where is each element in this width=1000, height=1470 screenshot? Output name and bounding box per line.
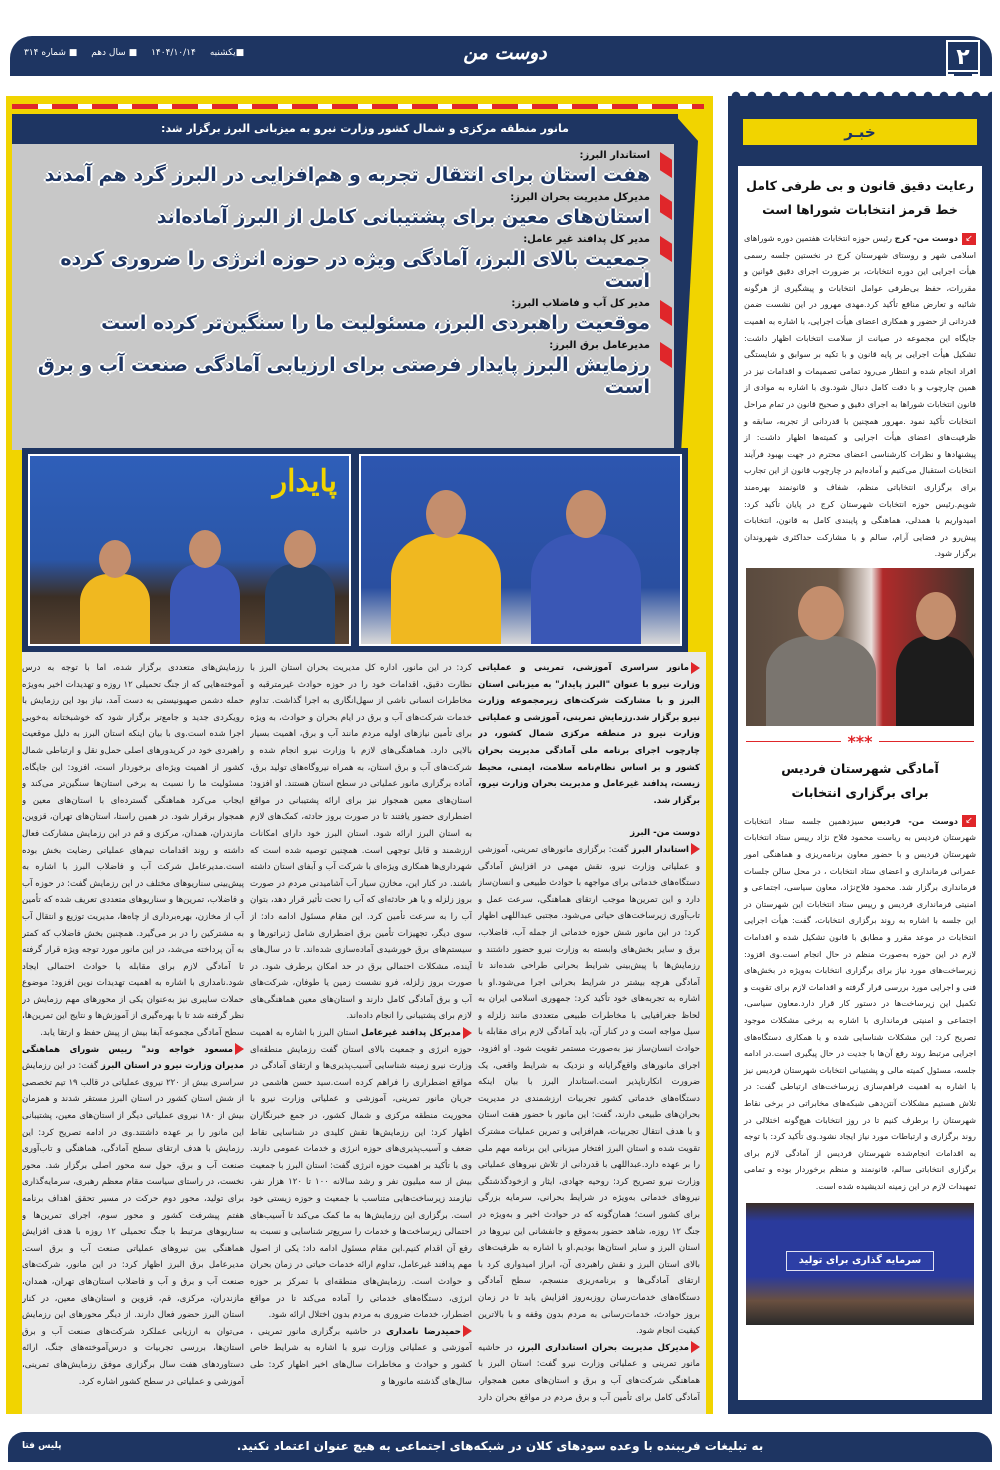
photo-strip <box>22 448 688 652</box>
headline-quote <box>12 340 678 398</box>
red-triangle-icon <box>463 1027 472 1039</box>
byline: دوست من- البرز <box>630 828 700 839</box>
side-news-content <box>738 166 982 1400</box>
red-marker-icon <box>660 194 672 220</box>
issue-number: ■ شماره ۳۱۴ <box>24 48 78 58</box>
news2-title-line: آمادگی شهرستان فردیس <box>781 760 939 776</box>
person-figure <box>170 564 240 644</box>
issue-year: ■ سال دهم <box>91 48 138 58</box>
quote-title: هفت استان برای انتقال تجربه و هم‌افزایی در البرز گرد هم آمدند <box>44 164 650 186</box>
issue-day: ■یکشنبه <box>209 48 245 58</box>
article-body <box>22 652 706 1414</box>
newspaper-logo: دوست من <box>463 42 547 64</box>
quote-title: جمعیت بالای البرز، آمادگی ویژه در حوزه انرژی را ضروری کرده است <box>60 248 650 292</box>
article-column-3 <box>22 660 244 1404</box>
separator-stars: *** <box>847 731 873 751</box>
article-kicker: مانور منطقه مرکزی و شمال کشور وزارت نیرو به میزبانی البرز برگزار شد: <box>12 114 678 144</box>
red-triangle-icon <box>691 843 700 855</box>
banner-sign-text: پایدار <box>272 464 337 499</box>
news2-title-line: برای برگزاری انتخابات <box>791 784 929 800</box>
photo-banner-text: سرمایه گذاری برای تولید <box>786 1251 934 1271</box>
paragraph-text: استان البرز با اشاره به اهمیت حوزه انرژی و جمعیت بالای استان گفت رزمایش منطقه‌ای وزارت نیرو زمینه شناسایی آسیب‌پذیری‌ها و ارتقای آمادگی در مواقع اضطراری را فراهم کرده است.سید حسن هاشمی در جریان مانور تمرینی، آموزشی و عملیاتی وزارت نیرو با محوریت منطقه مرکزی و شمال کشور، در جمع خبرنگاران اظهار کرد: این رزمایش‌ها نقش کلیدی در شناسایی نقاط ضعف و آسیب‌پذیری‌های حوزه انرژی و خدمات عمومی دارند. وی با تأکید بر اهمیت حوزه انرژی گفت: استان البرز با جمعیت بیش از سه میلیون نفر و رشد سالانه ۱۰۰ تا ۱۲۰ هزار نفر، نیازمند زیرساخت‌هایی متناسب با جمعیت و حوزه زیستی خود است. برگزاری این رزمایش‌ها به ما کمک می‌کند تا آسیب‌های احتمالی زیرساخت‌ها و خدمات را سریع‌تر شناسایی و نسبت به رفع آن اقدام کنیم.این مقام مسئول ادامه داد: یکی از اصول مهم پدافند غیرعامل، تداوم ارائه خدمات حیاتی در زمان بحران و حوادث است. رزمایش‌های منطقه‌ای با تمرکز بر حوزه انرژی، دستگاه‌های خدماتی را آماده می‌کند تا در مواقع اضطرار، خدمات ضروری به مردم بدون اختلال ارائه شود. <box>250 1028 472 1321</box>
news2-text: سیزدهمین جلسه ستاد انتخابات شهرستان فردیس به ریاست محمود فلاح نژاد رییس ستاد انتخابات شهرستان فردیس و با حضور معاون برنامه‌ریزی و هماهنگی امور عمرانی فرمانداری و اعضای ستاد انتخابات ، در محل سالن جلسات فرمانداری برگزار شد. محمود فلاح‌نژاد، معاون سیاسی، اجتماعی و امنیتی فرمانداری فردیس و رییس ستاد انتخابات این شهرستان در این جلسه با اشاره به روند برگزاری انتخابات، گفت: هیأت اجرایی انتخابات در موعد مقرر و مطابق با قانون تشکیل شده و اقدامات لازم در این حوزه به‌صورت منظم در حال انجام است.وی افزود: زیرساخت‌های مورد نیاز برای برگزاری انتخابات به‌ویژه در بخش‌های فنی و اجرایی مورد بررسی قرار گرفته و اقدامات لازم برای تقویت و تکمیل این زیرساخت‌ها در دستور کار قرار دارد.معاون سیاسی، اجتماعی و امنیتی فرمانداری با اشاره به برخی مشکلات موجود تصریح کرد: این مشکلات شناسایی شده و با همکاری دستگاه‌های اجرایی مرتبط روند رفع آن‌ها با جدیت در حال پیگیری است.در ادامه جلسه، مسئول کمیته مالی و پشتیبانی انتخابات شهرستان فردیس نیز با اشاره به اهمیت فراهم‌سازی زیرساخت‌های ارتباطی گفت: در تلاش هستیم مشکلات آنتن‌دهی شبکه‌های مخابراتی در برخی نقاط شهرستان را برطرف کنیم تا در روز انتخابات هیچ‌گونه اختلالی در روند برگزاری و ارتباطات مورد نیاز ایجاد نشود.وی تأکید کرد: با توجه به اقدامات انجام‌شده شهرستان فردیس از آمادگی لازم برای برگزاری انتخاباتی سالم، قانونمند و منظم برخوردار بوده و تمامی تمهیدات لازم در این زمینه اندیشیده شده است. <box>744 815 976 1191</box>
news1-title-line: رعایت دقیق قانون و بی طرفی کامل <box>746 178 974 193</box>
quote-title: استان‌های معین برای پشتیبانی کامل از البرز آماده‌اند <box>156 206 650 228</box>
arrow-logo-icon: ↙ <box>962 815 976 827</box>
paragraph-lead: مدیرکل پدافند غیرعامل <box>361 1028 462 1039</box>
meeting-photo-panel <box>28 454 351 646</box>
paragraph-lead: مسعود خواجه وند" رییس شورای هماهنگی مدیران وزارت نیرو در استان البرز <box>22 1044 244 1072</box>
issue-date: ۱۴۰۴/۱۰/۱۴ <box>151 48 196 58</box>
main-article <box>6 96 713 1414</box>
footer-source: پلیس فتا <box>22 1441 62 1451</box>
quote-title: موقعیت راهبردی البرز، مسئولیت ما را سنگین‌تر کرده است <box>101 312 650 334</box>
red-triangle-icon <box>691 662 700 674</box>
news1-lead: دوست من- کرج <box>894 233 959 243</box>
side-news-column <box>728 96 992 1414</box>
quote-role: مدیرعامل برق البرز: <box>549 340 650 351</box>
quote-title: رزمایش البرز پایدار فرصتی برای ارزیابی آمادگی صنعت آب و برق است <box>37 354 650 398</box>
issue-meta <box>24 48 244 58</box>
paragraph-text: رزمایش‌های متعددی برگزار شده، اما با توجه به درس آموخته‌هایی که از جنگ تحمیلی ۱۲ روزه و تهدیدات اخیر به‌ویژه حمله دشمن صهیونیستی به دست آمد، نیاز بود این رزمایش با رویکردی جدید و جامع‌تر برگزار شود که خوشبختانه به‌خوبی اجرا شده است.وی با بیان اینکه استان البرز به دلیل موقعیت راهبردی خود در کریدورهای اصلی حمل‌و نقل و ارتباطی شمال کشور از اهمیت ویژه‌ای برخوردار است، افزود: این جایگاه، مسئولیت ما را نسبت به برخی استان‌ها سنگین‌تر می‌کند و ایجاب می‌کرد هماهنگی گسترده‌ای با استان‌های معین و همجوار برقرار شود. در همین راستا، استان‌های تهران، قزوین، مازندران، همدان، مرکزی و قم در این رزمایش مشارکت فعال داشته و روند اقدامات تیم‌های عملیاتی رضایت بخش بوده است.مدیرعامل شرکت آب و فاضلاب البرز با اشاره به پیش‌بینی سناریوهای مختلف در این رزمایش گفت: در حوزه آب و فاضلاب، تمرین‌ها و سناریوهای متعددی تعریف شده که تأمین آب از مخازن، بهره‌برداری از چاه‌ها، مدیریت توزیع و انتقال آب به مشترکین را در بر می‌گیرد. همچنین بخش فاضلاب که کمتر به آن پرداخته می‌شد، در این مانور مورد توجه ویژه قرار گرفته تا آمادگی لازم برای مقابله با حوادث احتمالی ایجاد شود.نامداری با اشاره به اهمیت تهدیدات نوین افزود: موضوع حملات سایبری نیز به‌عنوان یکی از محورهای مهم رزمایش در نظر گرفته شد تا با بهره‌گیری از آموزش‌ها و نتایج این تمرین‌ها، سطح آمادگی مجموعه آبفا بیش از پیش حفظ و ارتقا یابد. <box>22 663 244 1039</box>
person-figure <box>265 564 335 644</box>
red-triangle-icon <box>235 1043 244 1055</box>
paragraph-text: کرد: در این مانور، اداره کل مدیریت بحران استان البرز با نظارت دقیق، اقدامات خود را در حوزه حوادث غیرمترقبه و مخاطرات انسانی ناشی از سهل‌انگاری به اجرا گذاشت. تداوم خدمات شرکت‌های آب و برق در ایام بحران و حوادث، به ویژه برای تأمین نیازهای اولیه مردم مانند آب و برق، اهمیت بسیار بالایی دارد. هماهنگی‌های لازم با وزارت نیرو انجام شده و شرکت‌های آب و برق استان، به همراه نیروگاه‌های تولید برق، آماده برگزاری مانور عملیاتی در سطح استان هستند. او افزود: استان‌های معین همجوار نیز برای ارائه پشتیبانی در مواقع اضطراری حضور یافتند تا در صورت بروز حادثه، کمک‌های لازم به استان البرز ارائه شود. استان البرز خود دارای امکانات ارزشمند و قابل توجهی است. همچنین توصیه شده است که شهرداری‌ها همکاری ویژه‌ای با شرکت آب و آبفای استان داشته باشند. در کنار این، مخازن سیار آب آشامیدنی مردم در صورت بروز زلزله و یا هر حادثه‌ای که آب را تحت تأثیر قرار دهد، بتوان آب را به سرعت تأمین کرد. این مقام مسئول ادامه داد: از سوی دیگر، تجهیزات تأمین برق اضطراری شامل ژنراتورها و سیستم‌های برق خورشیدی آماده‌سازی شده‌اند. تا در سال‌های آینده، مشکلات احتمالی برق در حد امکان برطرف شود. در صورت بروز زلزله، فرو نشست زمین یا طوفان، شرکت‌های آب و برق آمادگی کامل دارند و استان‌های معین هماهنگی‌های لازم برای پشتیبانی را انجام داده‌اند. <box>250 663 472 1022</box>
person-figure <box>80 574 150 644</box>
footer-message: به تبلیغات فریبنده با وعده سودهای کلان در شبکه‌های اجتماعی به هیچ عنوان اعتماد نکنید. <box>236 1439 764 1453</box>
red-triangle-icon <box>691 1341 700 1353</box>
news1-body <box>738 230 982 562</box>
person-figure <box>766 636 876 726</box>
paragraph-lead: حمیدرضا نامداری <box>386 1326 462 1337</box>
person-figure <box>896 636 974 726</box>
paragraph-lead: استاندار البرز <box>631 844 689 855</box>
news1-title-line: خط قرمز انتخابات شوراها است <box>762 202 958 217</box>
red-marker-icon <box>660 342 672 368</box>
footer-banner <box>8 1432 992 1462</box>
quote-role: مدیر کل پدافند غیر عامل: <box>523 234 650 245</box>
person-figure <box>531 534 641 644</box>
article-column-1 <box>478 660 700 1404</box>
quote-role: مدیر کل آب و فاضلاب البرز: <box>511 298 650 309</box>
news-section-tag: خبـر <box>742 118 978 146</box>
quote-role: مدیرکل مدیریت بحران البرز: <box>510 192 650 203</box>
news1-text: رئیس حوزه انتخابات هفتمین دوره شوراهای اسلامی شهر و روستای شهرستان کرج در نخستین جلسه رسمی هیأت اجرایی این دوره انتخابات، بر ضرورت اجرای دقیق قوانین و مقررات، حفظ بی‌طرفی عوامل انتخابات و پیشگیری از هرگونه شائبه و تعارض منافع تأکید کرد.مهدی مهرور در این نشست ضمن قدردانی از حضور و همکاری اعضای هیأت اجرایی، با اشاره به اهمیت جایگاه این مجموعه در صیانت از سلامت انتخابات اظهار داشت: تشکیل هیأت اجرایی بر پایه قانون و با تکیه بر سوابق و شایستگی افراد انجام شده و انتظار می‌رود تمامی تصمیمات و اقدامات نیز در همین چارچوب و با دقت کامل دنبال شود.وی با اشاره به موادی از قانون انتخابات شوراها به اجرای دقیق و صحیح قانون در تمام مراحل انتخابات تأکید نمود .مهرور همچنین با قدردانی از تجربه، سابقه و ظرفیت‌های اعضای هیأت اجرایی و کمیته‌ها اظهار داشت: از پیشنهادها و نظرات کارشناسی اعضای محترم در جهت بهبود فرآیند انتخابات استقبال می‌کنیم و آماده‌ایم در چارچوب قانون از این تجارب برای برگزاری انتخاباتی منظم، شفاف و قانونمند بهره‌مند شویم.رئیس حوزه انتخابات شهرستان کرج در پایان تأکید کرد: امیدواریم با همدلی، هماهنگی و پایبندی کامل به قانون، انتخابات پیش‌رو در فضایی آرام، سالم و با مشارکت حداکثری شهروندان برگزار شود. <box>744 233 976 559</box>
red-marker-icon <box>660 300 672 326</box>
paragraph-text: گفت: برگزاری مانورهای تمرینی، آموزشی و عملیاتی وزارت نیرو، نقش مهمی در افزایش آمادگی دستگاه‌های خدماتی برای مواجهه با حوادث طبیعی و انسان‌ساز دارد و این تمرین‌ها موجب ارتقای هماهنگی، سرعت عمل و تاب‌آوری زیرساخت‌های حیاتی می‌شود. مجتبی عبداللهی اظهار کرد: در این مانور شش حوزه خدماتی از جمله آب، فاضلاب، برق و سایر بخش‌های وابسته به وزارت نیرو حضور داشتند و رزمایش‌ها با پیش‌بینی شرایط بحرانی طراحی شده‌اند تا آمادگی هرچه بیشتر در شرایط بحرانی اجرا می‌شود.او با اشاره به تجربه‌های خود تأکید کرد: جمهوری اسلامی ایران به لحاظ جغرافیایی با مخاطرات طبیعی متعددی مانند زلزله و سیل مواجه است و در کنار آن، باید آمادگی لازم برای مقابله با حوادث انسان‌ساز نیز به‌صورت مستمر تقویت شود. او افزود، اجرای مانورهای واقع‌گرایانه و نزدیک به شرایط واقعی، یک ضرورت انکارناپذیر است.استاندار البرز با بیان اینکه دستگاه‌های خدماتی کشور تجربیات ارزشمندی در مدیریت بحران‌های طبیعی دارند، گفت: این مانور با حضور هفت استان و با هدف انتقال تجربیات، هم‌افزایی و تمرین عملیات مشترک تقویت شده و استان البرز افتخار میزبانی این برنامه مهم ملی را بر عهده دارد.عبداللهی با قدردانی از تلاش نیروهای عملیاتی وزارت نیرو تصریح کرد: روحیه جهادی، ایثار و ازخودگذشتگی نیروهای خدماتی به‌ویژه در شرایط بحرانی، سرمایه بزرگی برای کشور است؛ همان‌گونه که در حوادث اخیر و به‌ویژه در جنگ ۱۲ روزه، شاهد حضور به‌موقع و جانفشانی این نیروها در استان البرز و سایر استان‌ها بودیم.او با اشاره به ظرفیت‌های بالای استان البرز و نقش راهبردی آن، ابراز امیدواری کرد با ارتقای آمادگی‌ها و برنامه‌ریزی منسجم، سطح آمادگی دستگاه‌های خدمات‌رسان روزبه‌روز افزایش یابد تا در زمان بروز حوادث، خدمات‌رسانی به مردم بدون وقفه و با بالاترین کیفیت انجام شود. <box>478 844 700 1337</box>
paragraph-text: گفت: در این رزمایش سراسری بیش از ۲۲۰ نیروی عملیاتی در قالب ۱۹ تیم تخصصی از شش استان کشور در استان البرز مستقر شدند و همزمان بیش از ۱۸۰ نیروی عملیاتی دیگر از استان‌های معین، پشتیبانی این مانور را بر عهده داشتند.وی در ادامه تصریح کرد: این رزمایش با هدف ارتقای سطح آمادگی، هماهنگی و تاب‌آوری صنعت آب و برق، حول سه محور اصلی برگزار شد. محور نخست، در راستای سیاست مقام معظم رهبری، سرمایه‌گذاری برای تولید، محور دوم حرکت در مسیر تحقق اهداف برنامه هفتم پیشرفت کشور و محور سوم، اجرای تمرین‌ها و سناریوهای مرتبط با جنگ تحمیلی ۱۲ روزه با هدف افزایش هماهنگی بین نیروهای عملیاتی صنعت آب و برق است. مدیرعامل برق البرز اظهار کرد: در این مانور، شرکت‌های صنعت آب و برق و آب و فاضلاب استان‌های تهران، همدان، مازندران، مرکزی، قم، قزوین و استان‌های معین، در کنار استان البرز حضور فعال دارند. از دیگر محورهای این رزمایش می‌توان به ارزیابی عملکرد شرکت‌های صنعت آب و برق استان‌ها، بررسی تجربیات و درس‌آموخته‌های جنگ، ارائه دستاوردهای هفت سال برگزاری موفق رزمایش‌های تمرینی، آموزشی و عملیاتی در سطح کشور اشاره کرد. <box>22 1061 244 1387</box>
intro-paragraph: مانور سراسری آموزشی، تمرینی و عملیاتی وزارت نیرو با عنوان "البرز پایدار" به میزبانی استان البرز و با مشارکت شرکت‌های زیرمجموعه وزارت نیرو برگزار شد.رزمایش تمرینی، آموزشی و عملیاتی وزارت نیرو در منطقه مرکزی شمال کشور، در چارچوب اجرای برنامه ملی آمادگی مدیریت بحران کشور و بر اساس نظام‌نامه سلامت، ایمنی، محیط زیست، پدافند غیرعامل و مدیریت بحران وزارت نیرو، برگزار شد. <box>478 663 700 806</box>
red-marker-icon <box>660 236 672 262</box>
closeup-photo-panel <box>359 454 682 646</box>
person-figure <box>391 534 501 644</box>
article-column-2 <box>250 660 472 1404</box>
news1-title <box>738 166 982 222</box>
news2-lead: دوست من- فردیس <box>871 815 958 826</box>
meeting-room-photo <box>746 1203 974 1325</box>
page-number: ۲ <box>946 40 980 72</box>
paragraph-lead: مدیرکل مدیریت بحران استانداری البرز، <box>517 1342 689 1353</box>
red-marker-icon <box>660 152 672 178</box>
red-triangle-icon <box>463 1325 472 1337</box>
paragraph-text: در حاشیه برگزاری مانور تمرینی ، آموزشی و عملیاتی وزارت نیرو با اشاره به شرایط خاص کشور و حوادث و مخاطرات سال‌های اخیر اظهار کرد: طی سال‌های گذشته مانورها و <box>250 1326 472 1387</box>
quote-role: استاندار البرز: <box>579 150 650 161</box>
news2-title <box>738 757 982 805</box>
news2-body <box>738 813 982 1195</box>
page-header <box>10 36 992 76</box>
arrow-logo-icon: ↙ <box>962 233 976 245</box>
dashed-divider <box>12 104 704 109</box>
paragraph-text: در حاشیه مانور تمرینی و عملیاتی وزارت نیرو گفت: استان البرز با هماهنگی شرکت‌های آب و برق و استان‌های معین همجوار، آمادگی کامل برای تأمین آب و برق مردم در مواقع بحران دارد <box>478 1342 700 1403</box>
headline-quote <box>12 150 678 186</box>
news2-photo <box>746 568 974 726</box>
headline-quote <box>12 234 678 292</box>
headline-box <box>12 114 678 450</box>
headline-quote <box>12 298 678 334</box>
headline-quote <box>12 192 678 228</box>
stars-separator <box>746 732 974 751</box>
scalloped-edge <box>728 90 992 102</box>
